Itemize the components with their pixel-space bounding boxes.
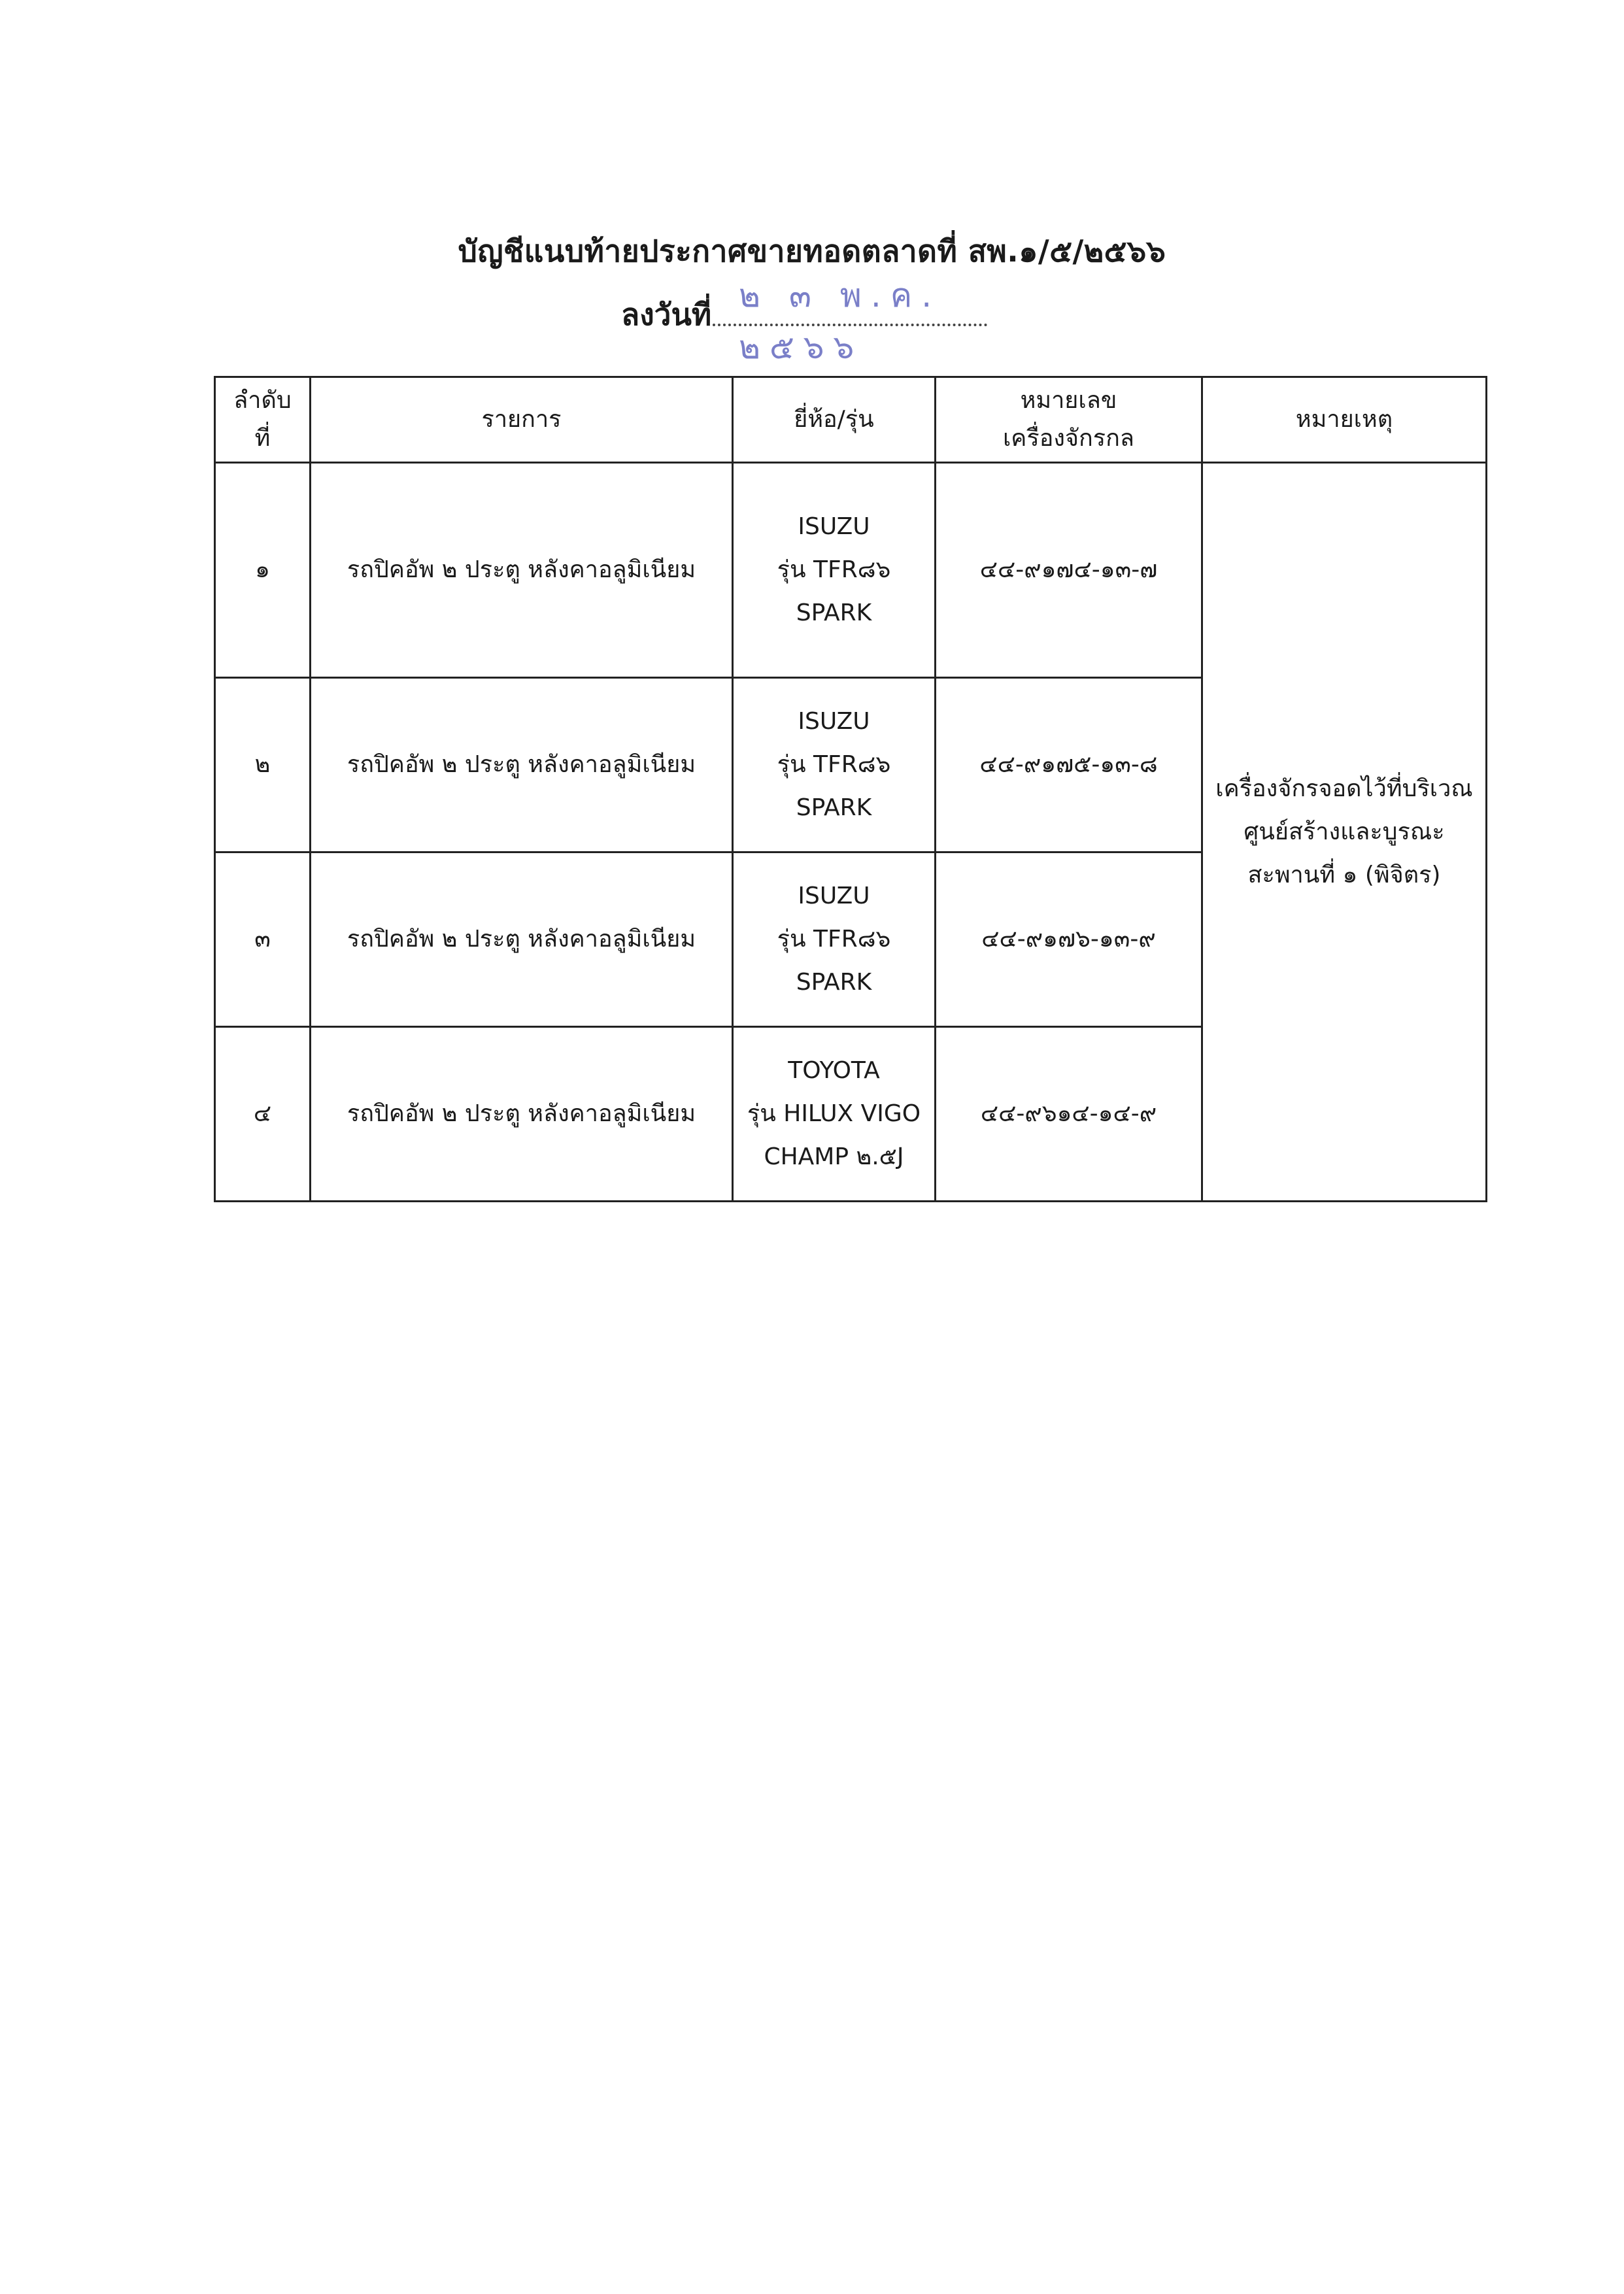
row-brand xyxy=(733,463,936,678)
date-label: ลงวันที่ xyxy=(621,297,712,332)
document-title: บัญชีแนบท้ายประกาศขายทอดตลาดที่ สพ.๑/๕/๒๕๖๖ xyxy=(458,233,1166,269)
header-no-line2: ที่ xyxy=(254,425,271,452)
brand-line: ISUZU xyxy=(798,708,870,735)
header-item: รายการ xyxy=(311,377,733,463)
brand-line: ISUZU xyxy=(798,513,870,540)
header-remark: หมายเหตุ xyxy=(1202,377,1487,463)
row-machine-no: ๔๔-๙๖๑๔-๑๔-๙ xyxy=(936,1027,1202,1202)
row-item: รถปิคอัพ ๒ ประตู หลังคาอลูมิเนียม xyxy=(311,463,733,678)
brand-line: รุ่น TFR๘๖ xyxy=(777,751,891,778)
handwritten-date: ๒ ๓ พ.ค. ๒๕๖๖ xyxy=(739,277,941,366)
header-brand: ยี่ห้อ/รุ่น xyxy=(733,377,936,463)
row-item: รถปิคอัพ ๒ ประตู หลังคาอลูมิเนียม xyxy=(311,1027,733,1202)
row-no: ๑ xyxy=(215,463,311,678)
row-machine-no: ๔๔-๙๑๗๔-๑๓-๗ xyxy=(936,463,1202,678)
brand-line: TOYOTA xyxy=(788,1057,880,1084)
brand-line: รุ่น HILUX VIGO xyxy=(747,1100,921,1127)
items-table xyxy=(214,376,1487,1202)
row-brand xyxy=(733,852,936,1027)
brand-line: SPARK xyxy=(796,599,872,626)
brand-line: CHAMP ๒.๕J xyxy=(764,1143,904,1170)
row-no: ๔ xyxy=(215,1027,311,1202)
header-machine-line2: เครื่องจักรกล xyxy=(1002,425,1134,452)
row-no: ๓ xyxy=(215,852,311,1027)
brand-line: รุ่น TFR๘๖ xyxy=(777,556,891,583)
row-brand xyxy=(733,1027,936,1202)
brand-line: รุ่น TFR๘๖ xyxy=(777,926,891,953)
brand-line: SPARK xyxy=(796,969,872,996)
date-line xyxy=(621,265,1079,366)
remark-line: เครื่องจักรจอดไว้ที่บริเวณ xyxy=(1215,775,1473,802)
row-brand xyxy=(733,678,936,852)
header-machine-no xyxy=(936,377,1202,463)
row-item: รถปิคอัพ ๒ ประตู หลังคาอลูมิเนียม xyxy=(311,678,733,852)
row-no: ๒ xyxy=(215,678,311,852)
table-row xyxy=(215,463,1487,678)
header-no-line1: ลำดับ xyxy=(233,387,292,414)
brand-line: SPARK xyxy=(796,794,872,821)
remark-line: สะพานที่ ๑ (พิจิตร) xyxy=(1247,861,1441,888)
remark-cell xyxy=(1202,463,1487,1202)
row-item: รถปิคอัพ ๒ ประตู หลังคาอลูมิเนียม xyxy=(311,852,733,1027)
row-machine-no: ๔๔-๙๑๗๕-๑๓-๘ xyxy=(936,678,1202,852)
header-no xyxy=(215,377,311,463)
table-header-row xyxy=(215,377,1487,463)
header-machine-line1: หมายเลข xyxy=(1020,387,1117,414)
row-machine-no: ๔๔-๙๑๗๖-๑๓-๙ xyxy=(936,852,1202,1027)
brand-line: ISUZU xyxy=(798,883,870,909)
remark-line: ศูนย์สร้างและบูรณะ xyxy=(1243,818,1445,845)
